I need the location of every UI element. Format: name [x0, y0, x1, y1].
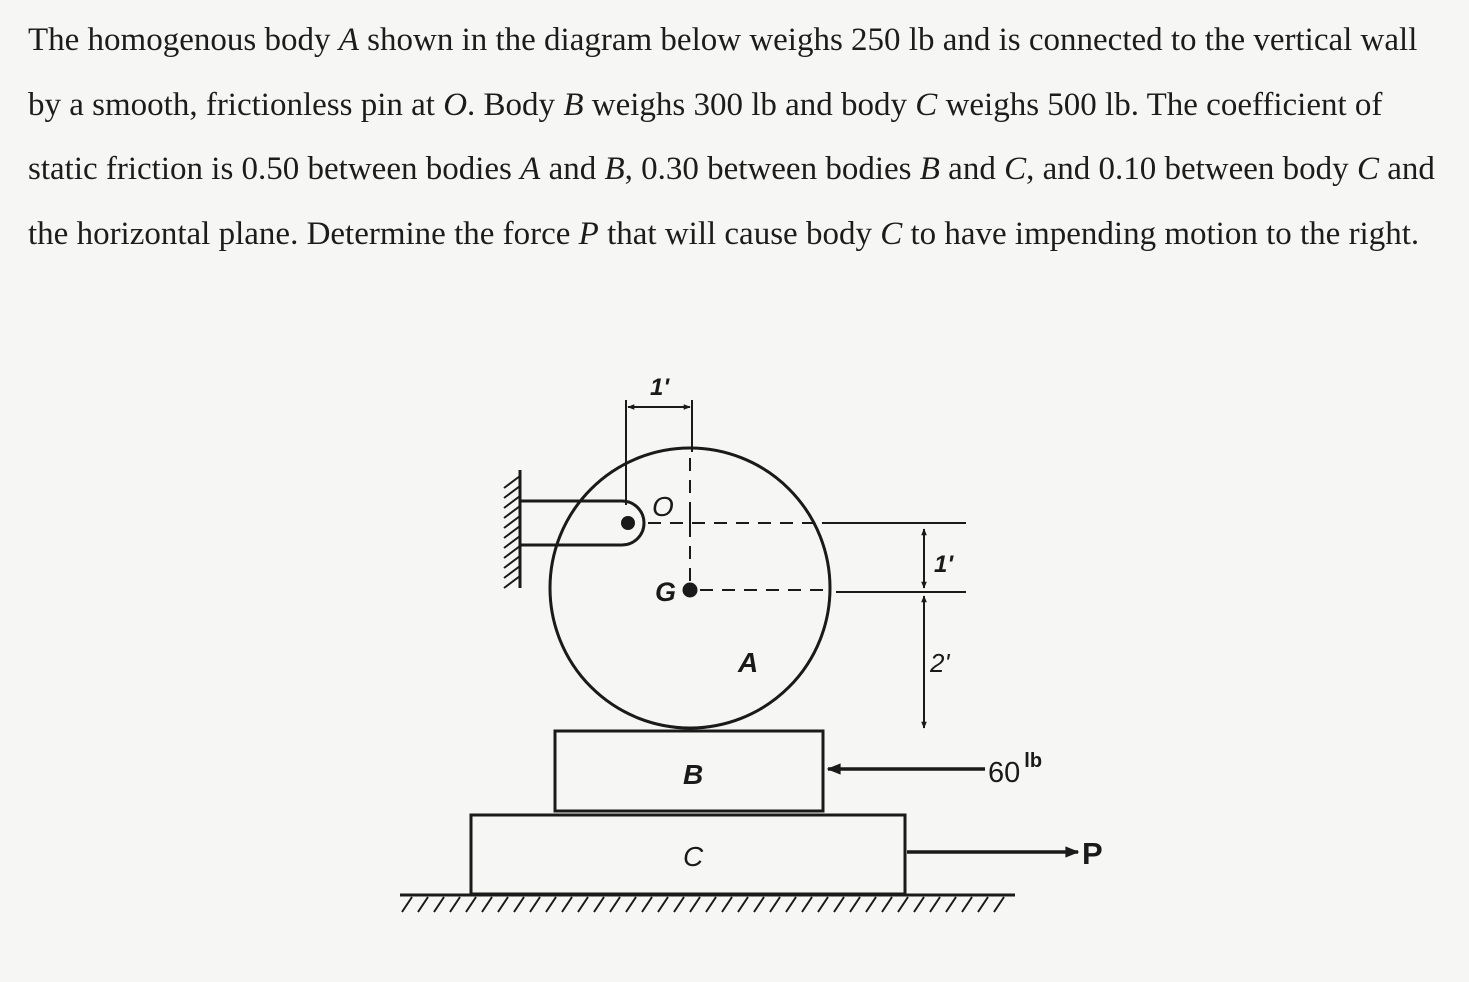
problem-text: . Body [467, 86, 564, 123]
var-A: A [338, 22, 359, 58]
label-G: G [655, 577, 677, 607]
problem-text: The homogenous body [28, 22, 339, 58]
var-P: P [578, 215, 599, 252]
vertical-wall [504, 470, 520, 588]
label-O: O [652, 491, 674, 522]
problem-text: and the horizontal plane. Determine the force [28, 151, 1435, 252]
dim-2ft-label: 2' [930, 648, 950, 678]
problem-text: shown in the diagram below weighs 250 lb and is connected to the vertical wall by a smooth, frictionless pin at [28, 22, 1418, 123]
var-C: C [1004, 151, 1027, 187]
problem-text: to have impending motion to the right. [902, 215, 1420, 252]
problem-text: weighs 300 lb and body [583, 86, 916, 123]
var-B: B [919, 151, 940, 187]
var-C: C [915, 86, 938, 123]
var-B: B [563, 86, 584, 123]
force-P-label: P [1082, 836, 1103, 871]
problem-text: , 0.30 between bodies [624, 151, 920, 187]
var-B: B [604, 151, 625, 187]
problem-text: , and 0.10 between body [1026, 151, 1357, 187]
label-A: A [738, 647, 759, 678]
construction-lines [648, 458, 828, 590]
dim-1ft-label: 1' [934, 551, 954, 578]
var-O: O [443, 86, 468, 123]
force-60-label: 60 $^{lb}$ [988, 750, 1043, 789]
problem-text: that will cause body [598, 215, 881, 252]
pin-O [621, 516, 635, 530]
label-C: C [683, 841, 704, 872]
problem-text: and [939, 151, 1005, 187]
problem-text: and [540, 151, 605, 187]
var-A: A [520, 151, 541, 187]
var-C: C [1356, 151, 1379, 187]
problem-text: weighs 500 lb. The coefficient of static friction is 0.50 between bodies [28, 86, 1383, 187]
label-B: B [683, 759, 704, 790]
center-G [683, 583, 698, 598]
var-C: C [880, 215, 903, 252]
dim-top-label: 1' [650, 374, 670, 401]
ground-plane [400, 895, 1015, 912]
